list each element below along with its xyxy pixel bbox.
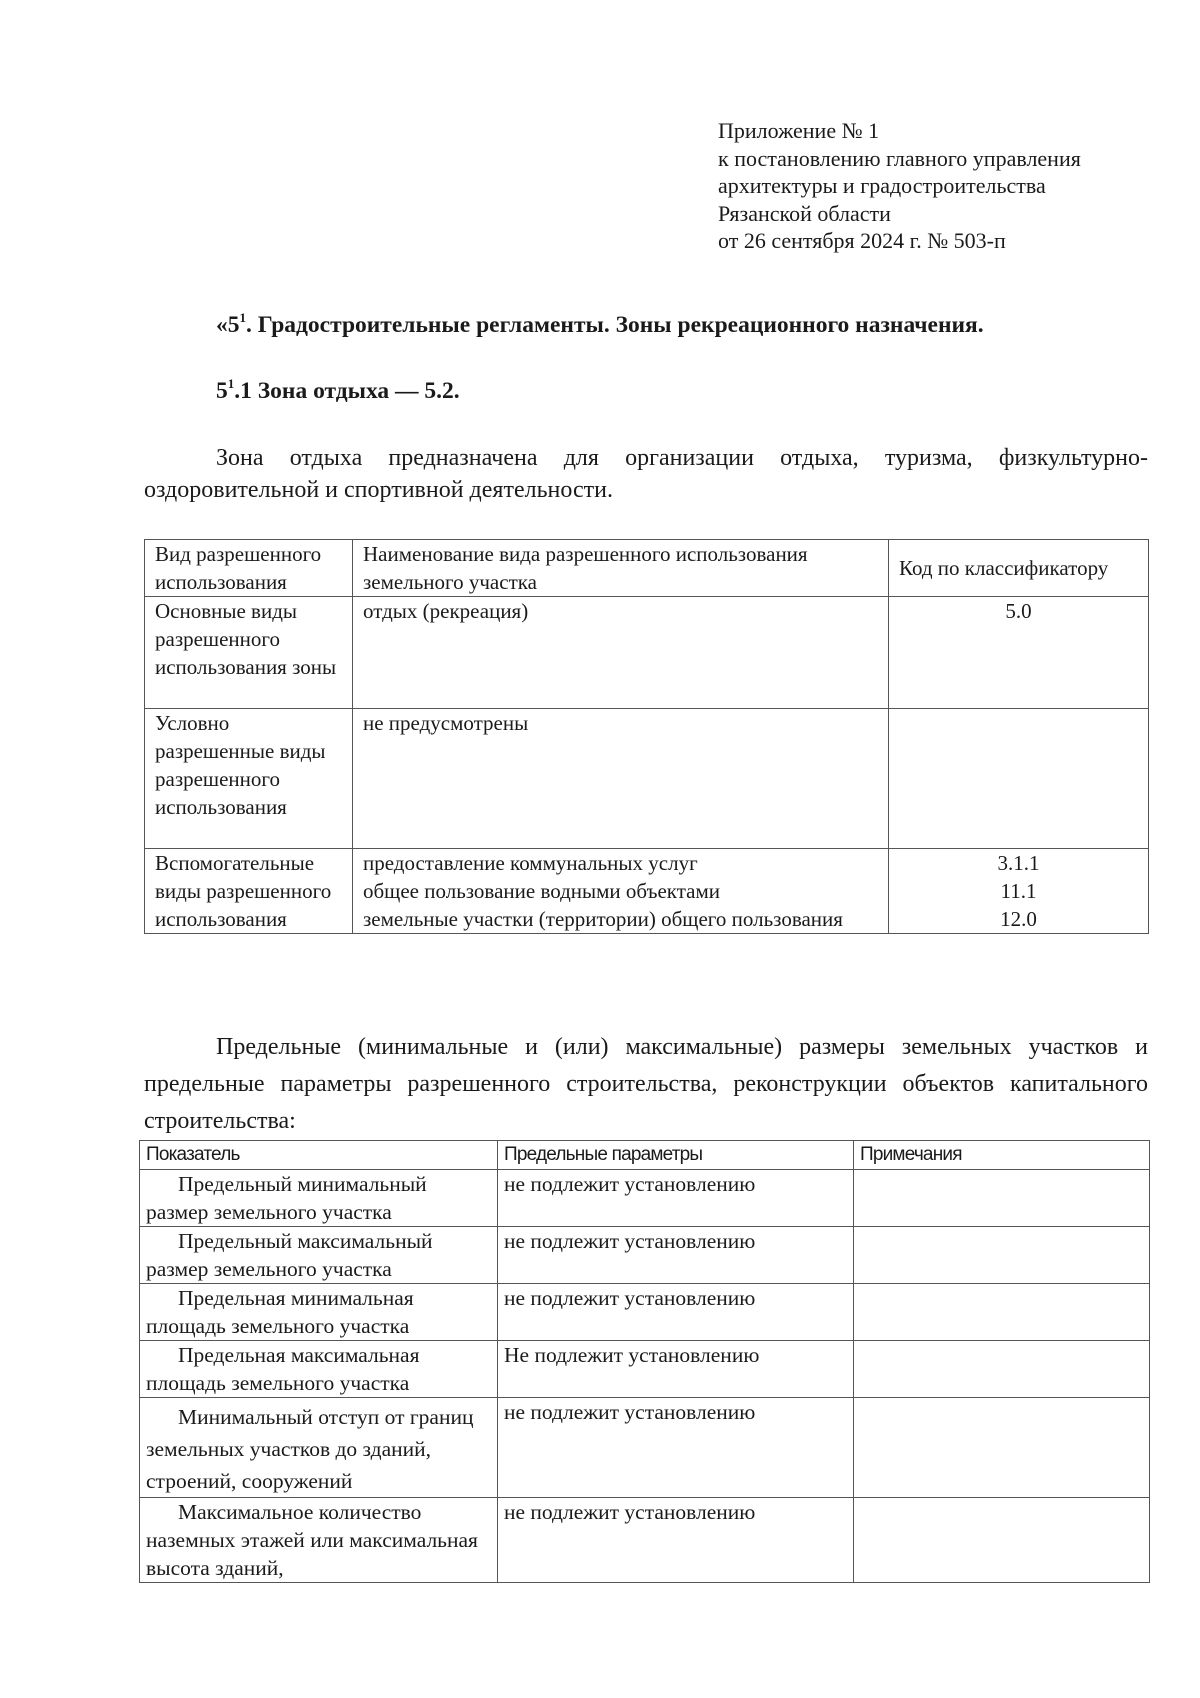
table-row [140,1170,1150,1227]
use-name: общее пользование водными объектами [363,879,720,903]
indicator-cell [140,1498,498,1583]
subheading-text: .1 Зона отдыха — 5.2. [234,378,460,404]
use-code: 3.1.1 [997,851,1040,875]
note-cell [854,1170,1150,1227]
indicator-text: Максимальное количество наземных этажей или максимальная высота зданий, [146,1500,478,1580]
use-name-cell [353,597,889,709]
indicator-text: Предельный минимальный размер земельного участка [146,1172,427,1224]
use-code: 12.0 [1000,907,1037,931]
table-row [145,849,1149,934]
table-header-cell: Примечания [854,1141,1150,1170]
appendix-line: Рязанской области [718,200,891,226]
permitted-uses-table [144,539,1149,934]
value-cell: Не подлежит установлению [498,1341,854,1398]
indicator-cell [140,1170,498,1227]
use-type-cell: Вспомогательные виды разрешенного использования [145,849,353,934]
use-code-cell [889,597,1149,709]
params-paragraph-text: Предельные (минимальные и (или) максимальные) размеры земельных участков и предельные параметры разрешенного строительства, реконструкции объектов капитального строительства: [144,1034,1148,1134]
section-heading [216,312,984,339]
use-name: не предусмотрены [363,711,529,735]
intro-paragraph [144,442,1148,506]
value-cell: не подлежит установлению [498,1284,854,1341]
use-name-cell [353,849,889,934]
params-paragraph [144,1029,1148,1140]
value-cell: не подлежит установлению [498,1498,854,1583]
indicator-cell [140,1284,498,1341]
heading-superscript: 1 [239,310,246,325]
note-cell [854,1284,1150,1341]
heading-prefix: «5 [216,312,240,338]
subheading-superscript: 1 [227,376,235,391]
table-row [145,597,1149,709]
limit-parameters-table [139,1140,1150,1583]
use-type-cell: Основные виды разрешенного использования зоны [145,597,353,709]
note-cell [854,1498,1150,1583]
appendix-line: Приложение № 1 [718,118,880,143]
subsection-heading [216,378,460,405]
indicator-text: Минимальный отступ от границ земельных участков до зданий, строений, сооружений [146,1405,474,1493]
appendix-line: к постановлению главного управления [718,145,1081,171]
table-header-cell: Наименование вида разрешенного использования земельного участка [353,540,889,597]
table-row [140,1398,1150,1498]
subheading-prefix: 5 [216,378,228,404]
table-header-cell: Вид разрешенного использования [145,540,353,597]
indicator-cell [140,1398,498,1498]
use-code: 5.0 [1005,599,1032,623]
indicator-text: Предельная максимальная площадь земельного участка [146,1343,420,1395]
table-row [140,1227,1150,1284]
table-header-row [140,1141,1150,1170]
note-cell [854,1398,1150,1498]
table-row [145,709,1149,849]
indicator-cell [140,1227,498,1284]
table-row [140,1341,1150,1398]
use-name-cell [353,709,889,849]
value-cell: не подлежит установлению [498,1170,854,1227]
table-header-cell: Предельные параметры [498,1141,854,1170]
intro-paragraph-text: Зона отдыха предназначена для организации отдыха, туризма, физкультурно-оздоровительной и спортивной деятельности. [144,445,1148,503]
table-row [140,1498,1150,1583]
appendix-line: от 26 сентября 2024 г. № 503-п [718,228,1006,253]
appendix-line: архитектуры и градостроительства [718,173,1046,198]
appendix-block [718,117,1158,255]
use-name: земельные участки (территории) общего пользования [363,907,843,931]
table-header-row [145,540,1149,597]
use-code: 11.1 [1000,879,1037,903]
use-type-cell: Условно разрешенные виды разрешенного использования [145,709,353,849]
table-row [140,1284,1150,1341]
note-cell [854,1341,1150,1398]
indicator-text: Предельная минимальная площадь земельного участка [146,1286,414,1338]
heading-text: . Градостроительные регламенты. Зоны рекреационного назначения. [246,312,984,338]
use-code-cell [889,849,1149,934]
value-cell: не подлежит установлению [498,1227,854,1284]
use-code-cell [889,709,1149,849]
indicator-cell [140,1341,498,1398]
indicator-text: Предельный максимальный размер земельного участка [146,1229,433,1281]
table-header-cell: Показатель [140,1141,498,1170]
use-name: отдых (рекреация) [363,599,529,623]
value-cell: не подлежит установлению [498,1398,854,1498]
use-name: предоставление коммунальных услуг [363,851,698,875]
note-cell [854,1227,1150,1284]
table-header-cell: Код по классификатору [889,540,1149,597]
